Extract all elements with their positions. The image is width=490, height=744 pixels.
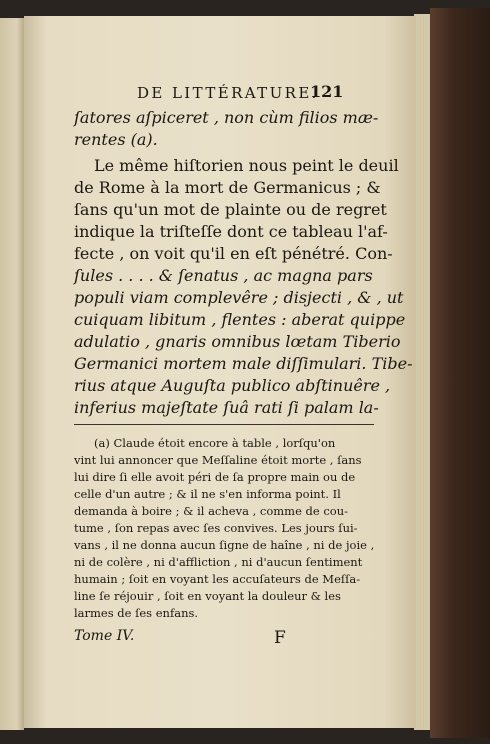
footnote-line: lui dire ſi elle avoit péri de ſa propre main ou de — [74, 470, 356, 484]
footnote-line: vint lui annoncer que Meſſaline étoit morte , ſans — [74, 453, 362, 467]
book-cover — [430, 8, 490, 738]
book-page — [24, 16, 416, 728]
footnote-line: tume , ſon repas avec ſes convives. Les jours ſui- — [74, 521, 358, 535]
body-line: Le même hiſtorien nous peint le deuil — [94, 156, 399, 175]
body-line: rius atque Auguſta publico abſtinuêre , — [74, 376, 391, 395]
footnote-rule — [74, 424, 374, 425]
page-edges — [414, 14, 430, 730]
footnote-line: humain ; ſoit en voyant les accuſateurs de Meſſa- — [74, 572, 361, 586]
body-line: ſatores aſpiceret , non cùm filios mæ- — [74, 108, 379, 127]
page-number: 121 — [310, 82, 344, 101]
body-line: de Rome à la mort de Germanicus ; & — [74, 178, 381, 197]
footnote-line: line ſe réjouir , ſoit en voyant la douleur & les — [74, 589, 341, 603]
signature-mark: F — [274, 628, 286, 648]
footnote-line: ni de colère , ni d'affliction , ni d'aucun ſentiment — [74, 555, 363, 569]
footnote-line: larmes de ſes enfans. — [74, 606, 199, 620]
volume-mark: Tome IV. — [74, 628, 135, 644]
body-line: ſules . . . . & ſenatus , ac magna pars — [74, 266, 373, 285]
body-line: populi viam complevêre ; disjecti , & , ut — [74, 288, 404, 307]
body-line: cuiquam libitum , flentes : aberat quippe — [74, 310, 406, 329]
facing-page-edge — [0, 18, 24, 730]
footnote-line: (a) Claude étoit encore à table , lorſqu'on — [94, 436, 336, 450]
body-line: Germanici mortem male diſſimulari. Tibe- — [74, 354, 413, 373]
body-line: adulatio , gnaris omnibus lœtam Tiberio — [74, 332, 401, 351]
body-line: indique la triſteſſe dont ce tableau l'af- — [74, 222, 388, 241]
footnote-line: vans , il ne donna aucun ſigne de haîne , ni de joie , — [74, 538, 375, 552]
footnote-line: celle d'un autre ; & il ne s'en informa point. Il — [74, 487, 341, 501]
body-line: fecte , on voit qu'il en eſt pénétré. Con- — [74, 244, 393, 263]
footnote-line: demanda à boire ; & il acheva , comme de cou- — [74, 504, 349, 518]
body-line: ſans qu'un mot de plainte ou de regret — [74, 200, 387, 219]
body-line: rentes (a). — [74, 130, 158, 149]
body-line: inferius majeſtate ſuâ rati ſi palam la- — [74, 398, 379, 417]
running-head: DE LITTÉRATURE. — [137, 84, 319, 102]
page-text — [24, 16, 416, 728]
